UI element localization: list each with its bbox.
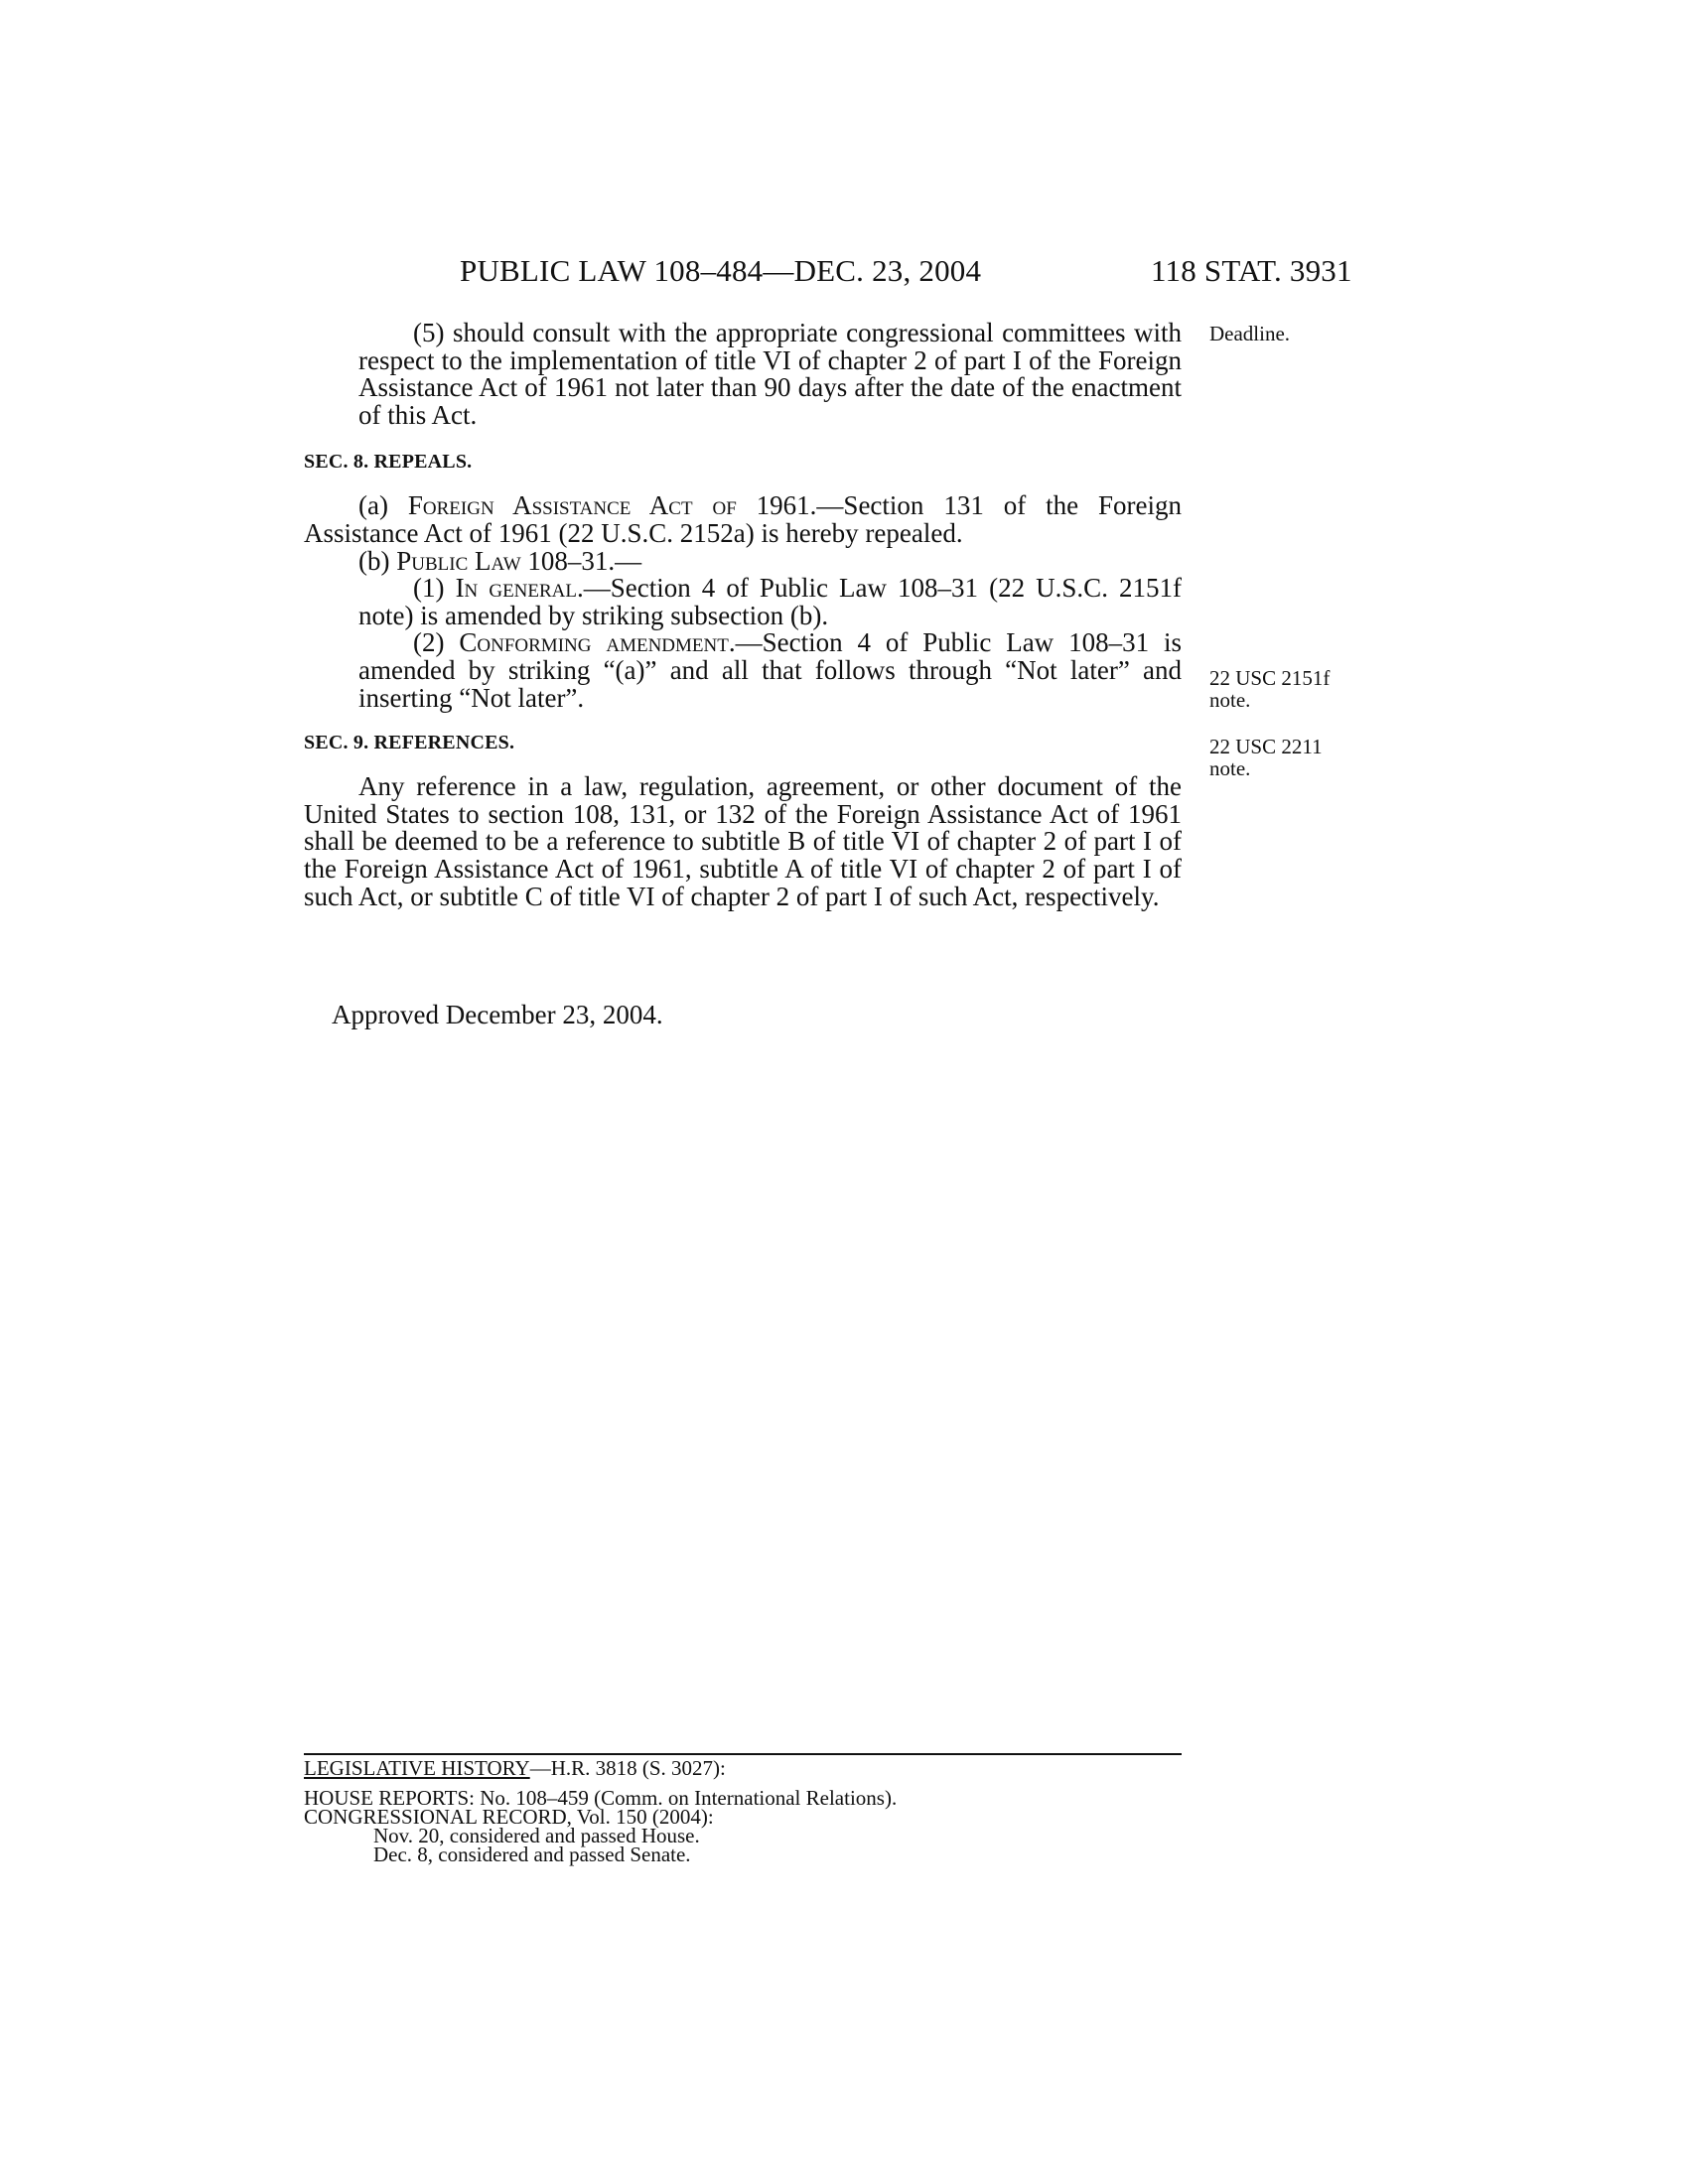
section-8-heading: SEC. 8. REPEALS. (304, 451, 473, 474)
paragraph-5: (5) should consult with the appropriate congressional committees with respect to the implementation of title VI of chapter 2 of part I of the Foreign Assistance Act of 1961 not later than 90 days after the date of the enactment of this Act. (358, 318, 1182, 430)
history-event: Nov. 20, considered and passed House. (373, 1824, 700, 1847)
margin-note-deadline: Deadline. (1209, 322, 1291, 345)
section-9-heading: SEC. 9. REFERENCES. (304, 732, 515, 754)
margin-note-usc-2151f: 22 USC 2151f note. (1209, 666, 1331, 712)
document-body (304, 320, 1182, 910)
legislative-history-title-line (304, 1756, 1182, 1780)
paragraph-b1-caption: In general (455, 573, 577, 604)
section-8-paragraph-b2 (304, 629, 1182, 712)
paragraph-b2-caption: Conforming amendment (459, 627, 729, 658)
house-reports-line: HOUSE REPORTS: No. 108–459 (Comm. on International Relations). (304, 1786, 898, 1810)
legislative-history (304, 1756, 1182, 1866)
congressional-record-line: CONGRESSIONAL RECORD, Vol. 150 (2004): (304, 1805, 714, 1829)
legislative-history-rule (304, 1753, 1182, 1755)
paragraph-b1-text: .—Section 4 of Public Law 108–31 (22 U.S.C. 2151f note) is amended by striking subsection (b). (358, 573, 1182, 630)
subsection-b-caption: Public Law (396, 545, 521, 576)
paragraph-b1-label: (1) (413, 573, 456, 604)
page-header-title: PUBLIC LAW 108–484—DEC. 23, 2004 (460, 253, 982, 288)
section-8-paragraph-b1 (304, 575, 1182, 629)
history-event: Dec. 8, considered and passed Senate. (373, 1843, 691, 1866)
subsection-b-label: (b) (358, 545, 397, 576)
margin-note-usc-2211: 22 USC 2211 note. (1209, 735, 1323, 780)
section-8-subsection-b (304, 545, 1182, 576)
subsection-a-caption: Foreign Assistance Act of (407, 490, 737, 521)
page-header-stat-citation: 118 STAT. 3931 (1151, 253, 1352, 288)
subsection-a-label: (a) (358, 490, 408, 521)
legislative-history-title: LEGISLATIVE HISTORY (304, 1756, 530, 1780)
approval-date: Approved December 23, 2004. (332, 1000, 663, 1029)
subsection-b-text: 108–31.— (520, 545, 642, 576)
paragraph-b2-label: (2) (413, 627, 460, 658)
subsection-a-text: 1961.—Section 131 of the Foreign Assistance Act of 1961 (22 U.S.C. 2152a) is hereby repealed. (304, 490, 1182, 548)
section-8-subsection-a (304, 492, 1182, 547)
paragraph-b2-text: .—Section 4 of Public Law 108–31 is amended by striking “(a)” and all that follows through “Not later” and inserting “Not later”. (358, 627, 1182, 713)
section-9-body: Any reference in a law, regulation, agreement, or other document of the United States to section 108, 131, or 132 of the Foreign Assistance Act of 1961 shall be deemed to be a reference to subtitle B of title VI of chapter 2 of part I of the Foreign Assistance Act of 1961, subtitle A of title VI of chapter 2 of part I of such Act, or subtitle C of title VI of chapter 2 of part I of such Act, respectively. (304, 771, 1182, 911)
legislative-history-bill: —H.R. 3818 (S. 3027): (529, 1756, 726, 1780)
